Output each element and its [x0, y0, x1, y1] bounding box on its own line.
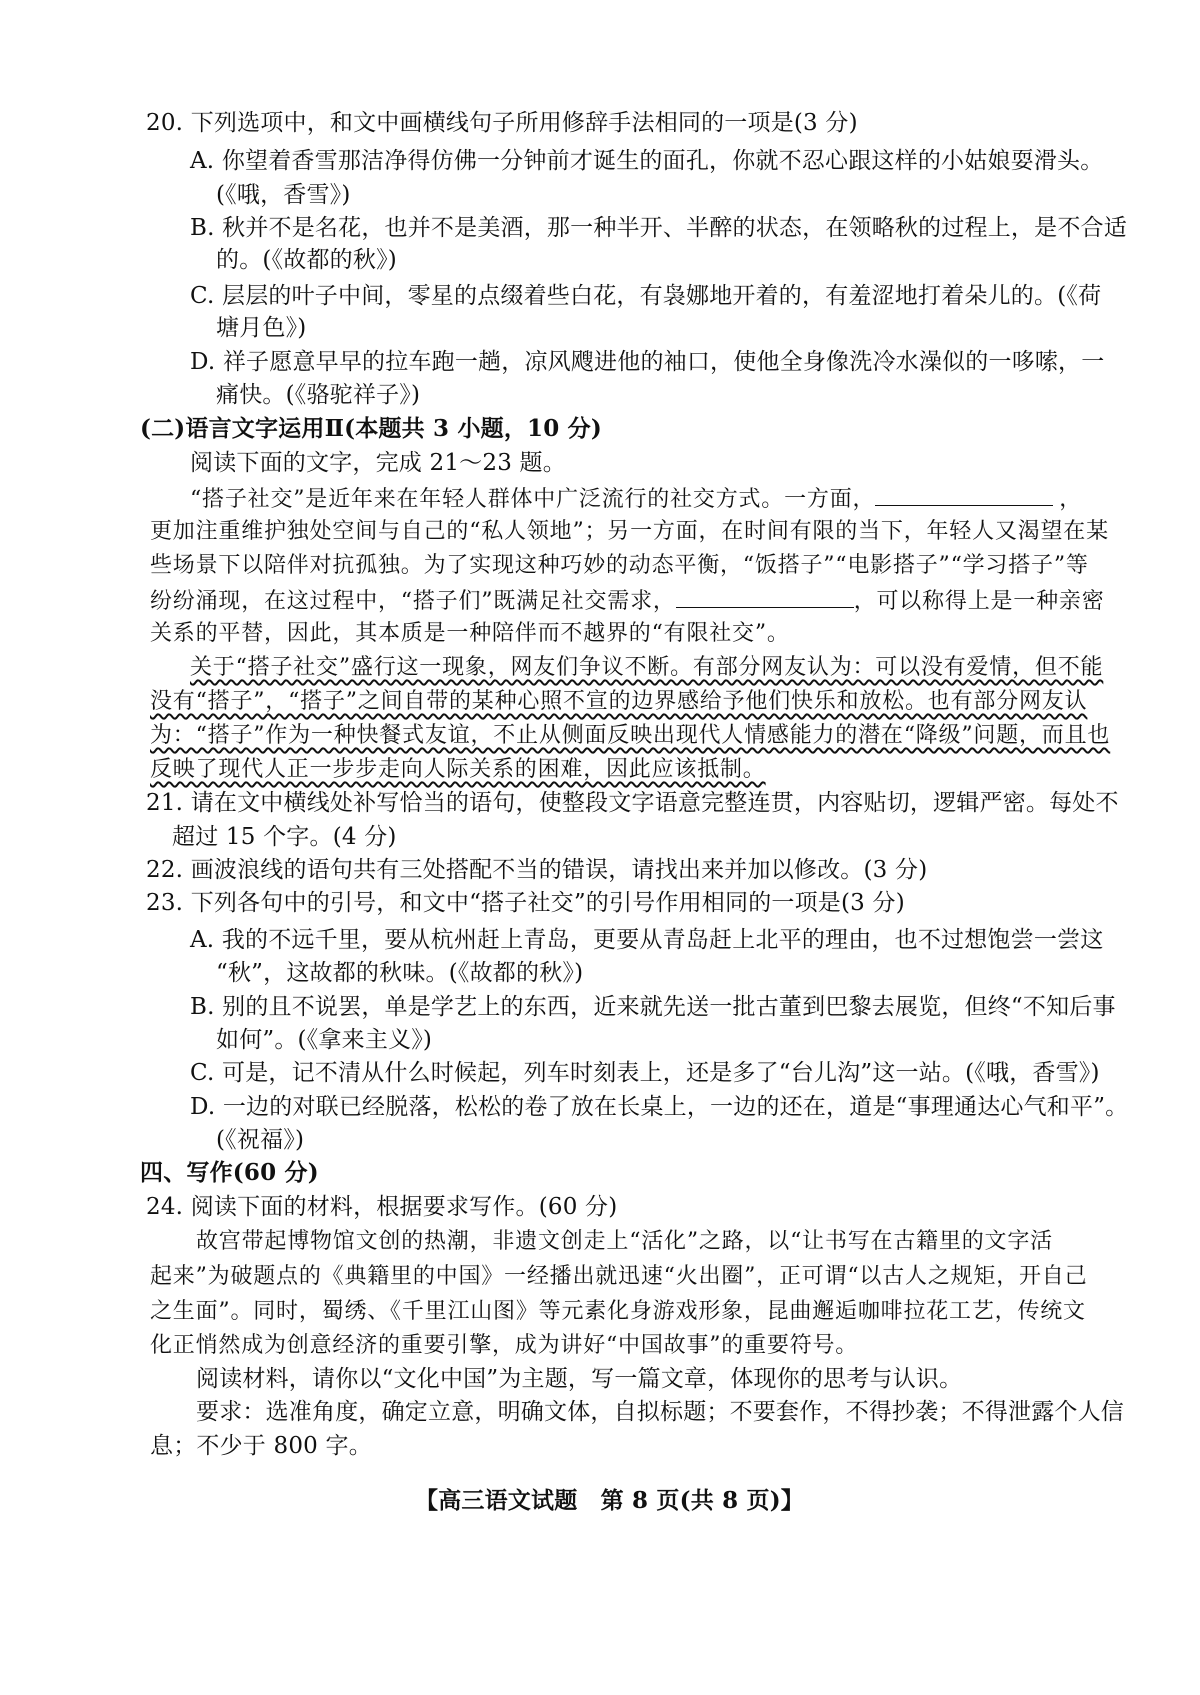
passage-p2-line4	[150, 755, 766, 785]
q20-option-c-line1: C. 层层的叶子中间，零星的点缀着些白花，有袅娜地开着的，有羞涩地打着朵儿的。(《荷	[190, 283, 1102, 309]
passage-p1-line4-rest: ，可以称得上是一种亲密	[853, 589, 1105, 614]
q24-requirements-line2: 息；不少于 800 字。	[150, 1433, 372, 1459]
q21-stem-line1: 21. 请在文中横线处补写恰当的语句，使整段文字语意完整连贯，内容贴切，逻辑严密。每处不	[146, 790, 1119, 816]
q21-stem-line2: 超过 15 个字。(4 分)	[172, 824, 397, 850]
passage-p1-line1	[190, 483, 1082, 515]
passage-p1-line5: 关系的平替，因此，其本质是一种陪伴而不越界的“有限社交”。	[150, 621, 790, 646]
q23-option-a-line1: A. 我的不远千里，要从杭州赶上青岛，更要从青岛赶上北平的理由，也不过想饱尝一尝这	[190, 927, 1104, 953]
q22-stem: 22. 画波浪线的语句共有三处搭配不当的错误，请找出来并加以修改。(3 分)	[146, 857, 928, 883]
q23-option-c-line1: C. 可是，记不清从什么时候起，列车时刻表上，还是多了“台儿沟”这一站。(《哦，香雪》)	[190, 1060, 1100, 1086]
q23-option-b-line1: B. 别的且不说罢，单是学艺上的东西，近来就先送一批古董到巴黎去展览，但终“不知后事	[190, 994, 1116, 1020]
fill-blank-2[interactable]	[676, 585, 854, 608]
q24-task: 阅读材料，请你以“文化中国”为主题，写一篇文章，体现你的思考与认识。	[196, 1366, 963, 1392]
passage-p2-line2	[150, 687, 1087, 717]
fill-blank-1[interactable]	[875, 483, 1053, 506]
q20-option-b-line1: B. 秋并不是名花，也并不是美酒，那一种半开、半醉的状态，在领略秋的过程上，是不合适	[190, 215, 1127, 241]
q23-option-b-line2: 如何”。(《拿来主义》)	[216, 1027, 433, 1053]
q20-option-a-line2: (《哦，香雪》)	[216, 182, 351, 208]
q24-material-line2: 起来”为破题点的《典籍里的中国》一经播出就迅速“火出圈”，正可谓“以古人之规矩，开自己	[150, 1264, 1088, 1289]
section2-instruction: 阅读下面的文字，完成 21～23 题。	[190, 450, 566, 476]
q23-option-a-line2: “秋”，这故都的秋味。(《故都的秋》)	[216, 960, 584, 986]
q20-option-a-line1: A. 你望着香雪那洁净得仿佛一分钟前才诞生的面孔，你就不忍心跟这样的小姑娘耍滑头。	[190, 148, 1104, 174]
passage-p1-line1-comma: ，	[1059, 487, 1083, 512]
q24-material-line4: 化正悄然成为创意经济的重要引擎，成为讲好“中国故事”的重要符号。	[150, 1333, 859, 1358]
q20-option-c-line2: 塘月色》)	[216, 315, 307, 341]
q20-stem: 20. 下列选项中，和文中画横线句子所用修辞手法相同的一项是(3 分)	[146, 110, 858, 136]
passage-p1-line3: 些场景下以陪伴对抗孤独。为了实现这种巧妙的动态平衡，“饭搭子”“电影搭子”“学习搭子”等	[150, 553, 1089, 578]
wavy-underlined-text: 关于“搭子社交”盛行这一现象，网友们争议不断。有部分网友认为：可以没有爱情，但不能	[190, 655, 1104, 680]
passage-p2-line1	[190, 653, 1103, 683]
wavy-underlined-text: 反映了现代人正一步步走向人际关系的困难，因此应该抵制。	[150, 757, 766, 782]
section2-heading: (二)语言文字运用Ⅱ(本题共 3 小题，10 分)	[140, 415, 602, 442]
q24-material-line3: 之生面”。同时，蜀绣、《千里江山图》等元素化身游戏形象，昆曲邂逅咖啡拉花工艺，传统文	[150, 1299, 1086, 1324]
passage-p2-line3	[150, 721, 1110, 751]
q20-option-d-line2: 痛快。(《骆驼祥子》)	[216, 382, 421, 408]
passage-p1-line1-text: “搭子社交”是近年来在年轻人群体中广泛流行的社交方式。一方面，	[190, 487, 876, 512]
q24-stem: 24. 阅读下面的材料，根据要求写作。(60 分)	[146, 1194, 618, 1220]
passage-p1-line2: 更加注重维护独处空间与自己的“私人领地”；另一方面，在时间有限的当下，年轻人又渴望在某	[150, 519, 1109, 544]
q23-stem: 23. 下列各句中的引号，和文中“搭子社交”的引号作用相同的一项是(3 分)	[146, 890, 905, 916]
q20-option-d-line1: D. 祥子愿意早早的拉车跑一趟，凉风飕进他的袖口，使他全身像洗冷水澡似的一哆嗦，一	[190, 349, 1105, 375]
q24-requirements-line1: 要求：选准角度，确定立意，明确文体，自拟标题；不要套作，不得抄袭；不得泄露个人信	[196, 1399, 1124, 1425]
passage-p1-line4	[150, 585, 1105, 617]
passage-p1-line4-text: 纷纷涌现，在这过程中，“搭子们”既满足社交需求，	[150, 589, 676, 614]
q24-material-line1: 故宫带起博物馆文创的热潮，非遗文创走上“活化”之路，以“让书写在古籍里的文字活	[196, 1229, 1053, 1254]
q23-option-d-line2: (《祝福》)	[216, 1127, 305, 1153]
q23-option-d-line1: D. 一边的对联已经脱落，松松的卷了放在长桌上，一边的还在，道是“事理通达心气和平”。	[190, 1094, 1129, 1120]
section4-heading: 四、写作(60 分)	[140, 1159, 319, 1186]
wavy-underlined-text: 为：“搭子”作为一种快餐式友谊，不止从侧面反映出现代人情感能力的潜在“降级”问题，而且也	[150, 723, 1111, 748]
wavy-underlined-text: 没有“搭子”，“搭子”之间自带的某种心照不宣的边界感给予他们快乐和放松。也有部分网友认	[150, 689, 1088, 714]
q20-option-b-line2: 的。(《故都的秋》)	[216, 247, 397, 273]
page-footer: 【高三语文试题 第 8 页(共 8 页)】	[415, 1487, 805, 1514]
